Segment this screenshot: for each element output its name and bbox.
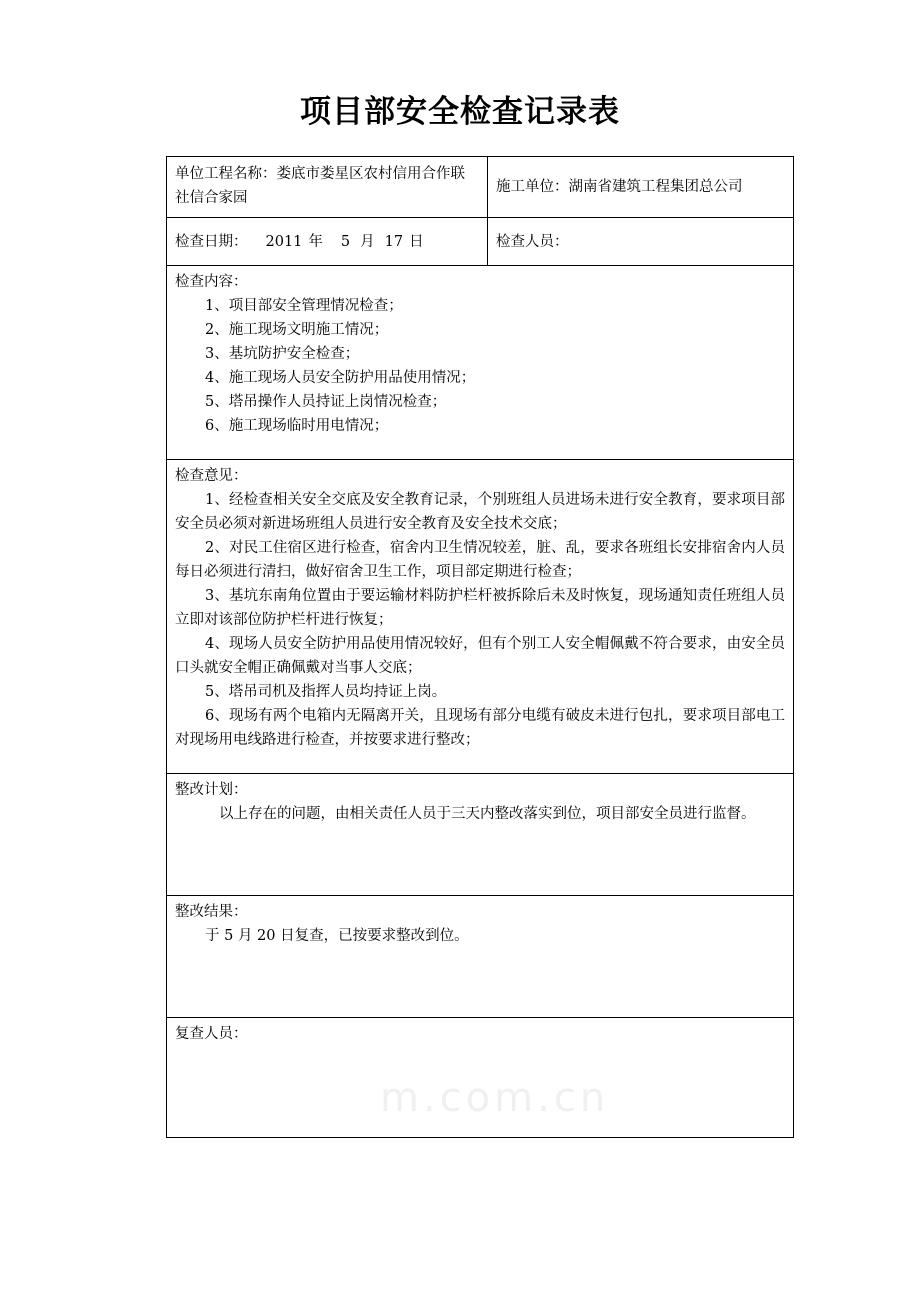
contractor-cell bbox=[488, 157, 793, 217]
content-label: 检查内容： bbox=[175, 274, 248, 290]
date-day: 17 bbox=[384, 233, 404, 250]
plan-row bbox=[167, 774, 793, 896]
content-item: 1、项目部安全管理情况检查； bbox=[205, 298, 403, 314]
project-cell bbox=[167, 157, 488, 217]
content-item: 2、施工现场文明施工情况； bbox=[205, 322, 389, 338]
date-year: 2011 bbox=[265, 233, 303, 250]
content-item: 3、基坑防护安全检查； bbox=[205, 346, 360, 362]
content-item: 4、施工现场人员安全防护用品使用情况； bbox=[205, 370, 476, 386]
result-row bbox=[167, 896, 793, 1018]
plan-label: 整改计划： bbox=[175, 782, 248, 798]
project-row bbox=[167, 157, 793, 218]
contractor-name: 湖南省建筑工程集团总公司 bbox=[568, 179, 743, 195]
content-item: 5、塔吊操作人员持证上岗情况检查； bbox=[205, 394, 447, 410]
inspection-form bbox=[166, 156, 794, 1138]
plan-cell bbox=[167, 774, 793, 895]
opinion-item: 5、塔吊司机及指挥人员均持证上岗。 bbox=[205, 684, 447, 700]
date-year-unit: 年 bbox=[308, 233, 323, 250]
opinion-item: 3、基坑东南角位置由于要运输材料防护栏杆被拆除后未及时恢复，现场通知责任班组人员立即对该部位防护栏杆进行恢复； bbox=[175, 588, 785, 628]
inspector-cell bbox=[488, 218, 793, 265]
opinion-item: 1、经检查相关安全交底及安全教育记录，个别班组人员进场未进行安全教育，要求项目部安全员必须对新进场班组人员进行安全教育及安全技术交底； bbox=[175, 492, 785, 532]
date-month-unit: 月 bbox=[360, 233, 375, 250]
date-row bbox=[167, 218, 793, 266]
content-row bbox=[167, 266, 793, 460]
watermark: m.com.cn bbox=[380, 1075, 610, 1121]
opinions-label: 检查意见： bbox=[175, 468, 248, 484]
date-day-unit: 日 bbox=[409, 233, 424, 250]
opinion-item: 4、现场人员安全防护用品使用情况较好，但有个别工人安全帽佩戴不符合要求，由安全员口头就安全帽正确佩戴对当事人交底； bbox=[175, 636, 785, 676]
opinion-item: 2、对民工住宿区进行检查，宿舍内卫生情况较差，脏、乱，要求各班组长安排宿舍内人员每日必须进行清扫，做好宿舍卫生工作，项目部定期进行检查； bbox=[175, 540, 785, 580]
result-label: 整改结果： bbox=[175, 904, 248, 920]
page-title: 项目部安全检查记录表 bbox=[300, 94, 620, 130]
opinions-row bbox=[167, 460, 793, 774]
project-label: 单位工程名称： bbox=[175, 166, 277, 182]
content-item: 6、施工现场临时用电情况； bbox=[205, 418, 389, 434]
inspector-label: 检查人员： bbox=[496, 233, 569, 250]
opinions-cell bbox=[167, 460, 793, 773]
date-cell bbox=[167, 218, 488, 265]
plan-text: 以上存在的问题，由相关责任人员于三天内整改落实到位，项目部安全员进行监督。 bbox=[219, 806, 756, 822]
result-text: 于 5 月 20 日复查，已按要求整改到位。 bbox=[205, 928, 469, 944]
reviewer-label: 复查人员： bbox=[175, 1026, 248, 1042]
contractor-label: 施工单位： bbox=[496, 179, 569, 195]
date-month: 5 bbox=[340, 233, 351, 250]
project-name: 娄底市娄星区农村信用合作联社信合家园 bbox=[175, 166, 465, 206]
opinion-item: 6、现场有两个电箱内无隔离开关，且现场有部分电缆有破皮未进行包扎，要求项目部电工对现场用电线路进行检查，并按要求进行整改； bbox=[175, 708, 785, 748]
date-label: 检查日期： bbox=[175, 233, 248, 250]
content-cell bbox=[167, 266, 793, 459]
result-cell bbox=[167, 896, 793, 1017]
